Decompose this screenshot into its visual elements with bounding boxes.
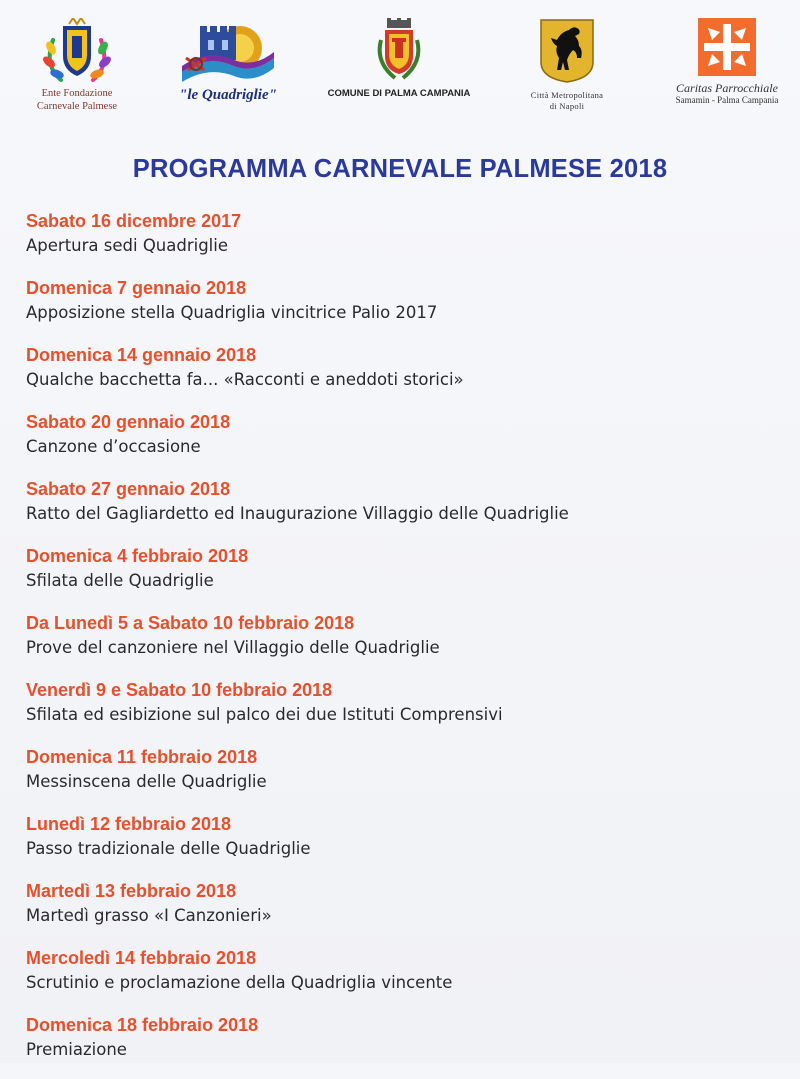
comune-caption: COMUNE DI PALMA CAMPANIA — [327, 88, 471, 99]
citta-caption-line2: di Napoli — [549, 101, 585, 111]
event-description: Qualche bacchetta fa... «Racconti e aneddoti storici» — [26, 370, 464, 389]
event-description: Scrutinio e proclamazione della Quadriglia vincente — [26, 973, 453, 992]
event-date: Sabato 20 gennaio 2018 — [26, 412, 231, 432]
event-description: Canzone d’occasione — [26, 437, 201, 456]
event-description: Messinscena delle Quadriglie — [26, 772, 267, 791]
caritas-caption-line2: Samamin - Palma Campania — [675, 95, 779, 105]
event-item — [26, 945, 786, 1012]
event-date: Domenica 7 gennaio 2018 — [26, 278, 247, 298]
event-description: Apposizione stella Quadriglia vincitrice Palio 2017 — [26, 303, 438, 322]
event-date: Domenica 4 febbraio 2018 — [26, 546, 249, 566]
caritas-cross-icon — [698, 18, 756, 76]
event-description: Apertura sedi Quadriglie — [26, 236, 229, 255]
event-description: Sfilata delle Quadriglie — [26, 571, 214, 590]
caritas-parrocchiale-logo — [662, 18, 792, 106]
event-date: Domenica 18 febbraio 2018 — [26, 1015, 259, 1035]
event-item — [26, 744, 786, 811]
event-item — [26, 1012, 786, 1079]
citta-caption-line1: Città Metropolitana — [530, 90, 604, 100]
comune-palma-campania-logo — [326, 18, 472, 99]
event-description: Prove del canzoniere nel Villaggio delle Quadriglie — [26, 638, 440, 657]
event-list — [26, 208, 786, 1079]
event-item — [26, 677, 786, 744]
le-quadriglie-logo — [168, 18, 288, 101]
event-date: Mercoledì 14 febbraio 2018 — [26, 948, 257, 968]
ente-caption-line2: Carnevale Palmese — [36, 101, 118, 112]
horse-shield-icon — [539, 18, 595, 84]
quadriglie-emblem-icon — [178, 18, 278, 88]
caritas-caption-line1: Caritas Parrocchiale — [676, 81, 778, 95]
event-item — [26, 610, 786, 677]
event-item — [26, 543, 786, 610]
event-item — [26, 208, 786, 275]
program-title: PROGRAMMA CARNEVALE PALMESE 2018 — [132, 155, 668, 183]
event-description: Ratto del Gagliardetto ed Inaugurazione Villaggio delle Quadriglie — [26, 504, 569, 523]
sponsor-logos — [0, 18, 800, 128]
event-description: Passo tradizionale delle Quadriglie — [26, 839, 311, 858]
event-item — [26, 342, 786, 409]
event-date: Venerdì 9 e Sabato 10 febbraio 2018 — [26, 680, 333, 700]
comune-coat-of-arms-icon — [369, 18, 429, 82]
event-item — [26, 878, 786, 945]
event-description: Sfilata ed esibizione sul palco dei due Istituti Comprensivi — [26, 705, 503, 724]
event-item — [26, 476, 786, 543]
citta-metropolitana-logo — [512, 18, 622, 112]
event-item — [26, 409, 786, 476]
event-date: Domenica 14 gennaio 2018 — [26, 345, 257, 365]
event-date: Da Lunedì 5 a Sabato 10 febbraio 2018 — [26, 613, 355, 633]
ente-fondazione-logo — [22, 18, 132, 112]
event-date: Sabato 27 gennaio 2018 — [26, 479, 231, 499]
event-date: Lunedì 12 febbraio 2018 — [26, 814, 232, 834]
quadriglie-caption: "le Quadriglie" — [179, 87, 277, 103]
ente-caption-line1: Ente Fondazione — [41, 88, 113, 99]
event-date: Sabato 16 dicembre 2017 — [26, 211, 242, 231]
event-description: Premiazione — [26, 1040, 127, 1059]
event-date: Domenica 11 febbraio 2018 — [26, 747, 258, 767]
event-description: Martedì grasso «I Canzonieri» — [26, 906, 272, 925]
event-date: Martedì 13 febbraio 2018 — [26, 881, 237, 901]
ente-fondazione-emblem-icon — [39, 18, 115, 86]
event-item — [26, 811, 786, 878]
event-item — [26, 275, 786, 342]
